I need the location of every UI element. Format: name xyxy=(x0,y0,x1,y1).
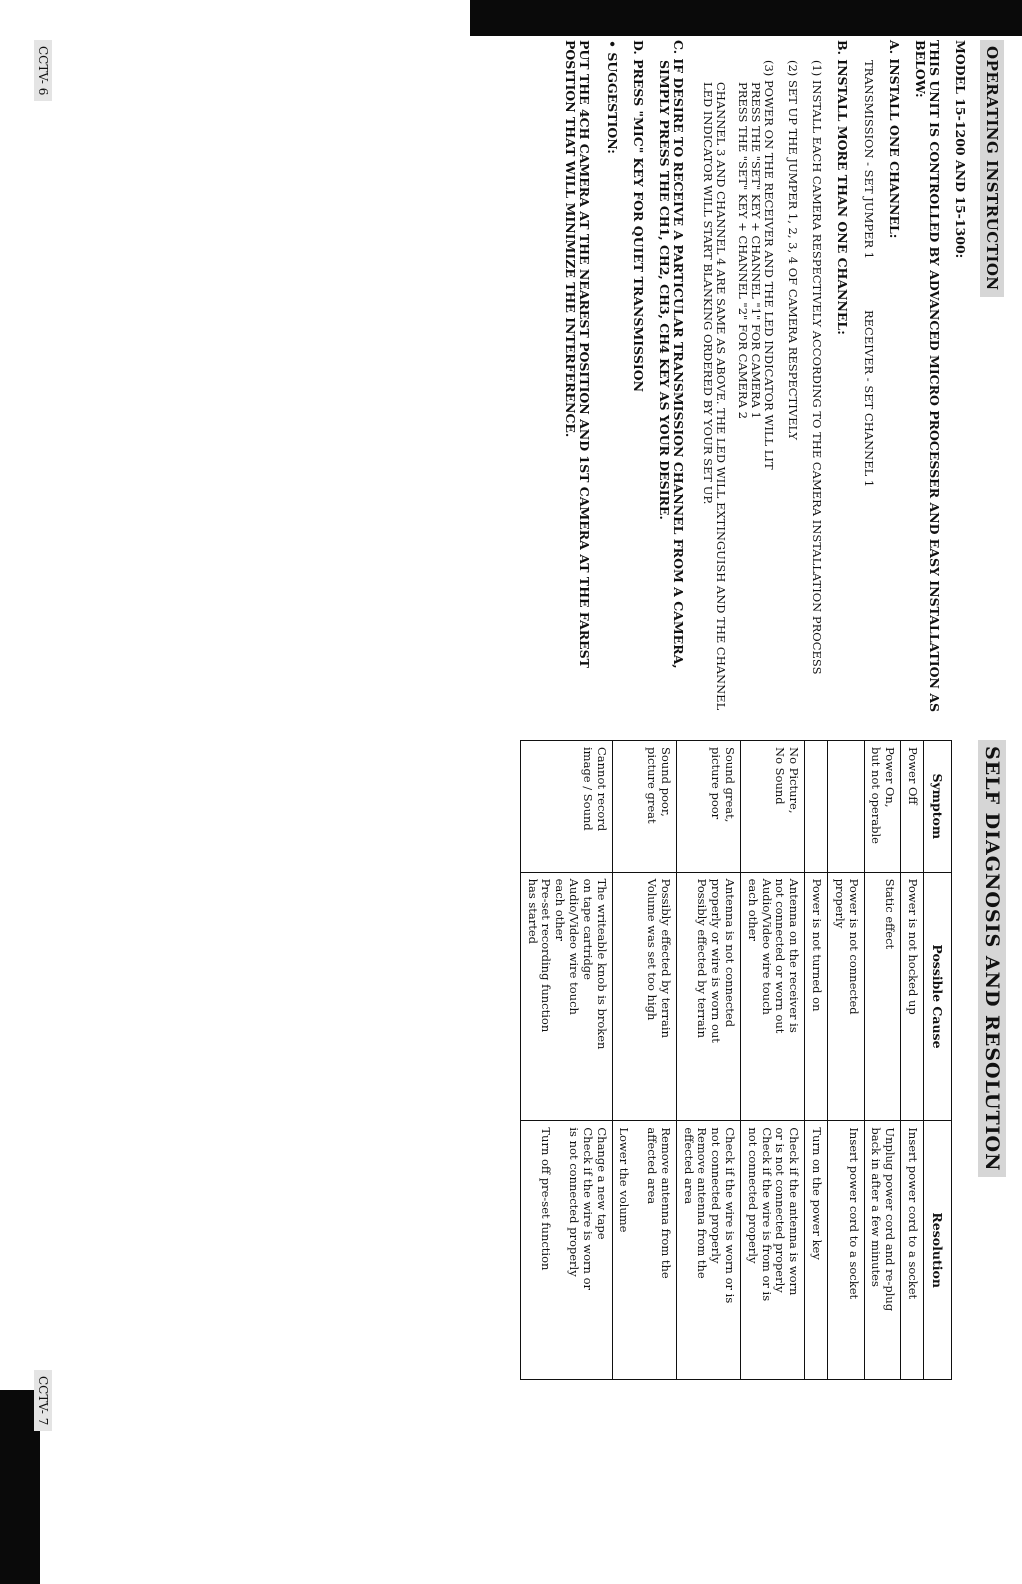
table-header-row xyxy=(924,741,952,1380)
resolution-text: effected area xyxy=(681,1127,696,1205)
resolution-text: Check if the wire is worn or xyxy=(580,1127,595,1290)
table-row xyxy=(864,741,901,1380)
section-b-step-1: (1) INSTALL EACH CAMERA RESPECTIVELY ACCORDING TO THE CAMERA INSTALLATION PROCESS xyxy=(810,60,824,675)
section-d: D. PRESS "MIC" KEY FOR QUIET TRANSMISSION xyxy=(631,40,646,393)
section-a-title: A. INSTALL ONE CHANNEL: xyxy=(887,40,902,239)
resolution-text: Check if the wire is worn or is xyxy=(723,1127,738,1304)
cause-text: has started xyxy=(525,878,540,945)
resolution-text: Remove antenna from the xyxy=(658,1127,673,1279)
cause-text: Power is not connected xyxy=(846,878,861,1015)
symptom-text: picture great xyxy=(645,747,660,824)
cell-symptom xyxy=(805,741,828,873)
resolution-text xyxy=(552,1127,566,1373)
resolution-text: Insert power cord to a socket xyxy=(906,1127,920,1300)
intro-line-1: THIS UNIT IS CONTROLLED BY ADVANCED MICRO PROCESSER AND EASY INSTALLATION AS xyxy=(927,40,942,713)
column-header-cause: Possible Cause xyxy=(924,872,952,1121)
cause-text: Audio/Video wire touch xyxy=(567,878,582,1015)
cell-resolution xyxy=(520,1121,612,1380)
symptom-text: No Sound xyxy=(773,747,788,805)
section-a-receiver: RECEIVER - SET CHANNEL 1 xyxy=(862,310,876,488)
symptom-text: picture poor xyxy=(709,747,724,820)
cell-resolution xyxy=(612,1121,676,1380)
cause-text: Possibly effected by terrain xyxy=(695,878,710,1038)
cell-resolution xyxy=(828,1121,865,1380)
cell-symptom xyxy=(676,741,740,873)
cell-symptom xyxy=(901,741,924,873)
cell-cause xyxy=(805,872,828,1121)
table-row xyxy=(901,741,924,1380)
table-row xyxy=(676,741,740,1380)
cell-cause xyxy=(901,872,924,1121)
symptom-text: image / Sound xyxy=(580,747,595,831)
resolution-text: or is not connected properly xyxy=(773,1127,788,1293)
section-c-line-1: C. IF DESIRE TO RECEIVE A PARTICULAR TRANSMISSION CHANNEL FROM A CAMERA, xyxy=(671,40,686,669)
cause-text: Antenna is not connected xyxy=(723,878,738,1028)
cause-text: properly xyxy=(832,878,847,929)
intro-line-2: BELOW: xyxy=(913,40,928,98)
cell-cause xyxy=(520,872,612,1121)
resolution-text: Check if the wire is from or is xyxy=(759,1127,774,1302)
resolution-text: not connected properly xyxy=(709,1127,724,1264)
table-row xyxy=(828,741,865,1380)
symptom-text xyxy=(846,747,860,866)
cell-resolution xyxy=(864,1121,901,1380)
operating-instruction-heading: OPERATING INSTRUCTION xyxy=(980,40,1004,297)
cell-resolution xyxy=(805,1121,828,1380)
cell-symptom xyxy=(741,741,805,873)
resolution-text: affected area xyxy=(645,1127,660,1205)
table-row xyxy=(612,741,676,1380)
diagnosis-table xyxy=(520,740,952,1380)
cell-symptom xyxy=(828,741,865,873)
self-diagnosis-heading: SELF DIAGNOSIS AND RESOLUTION xyxy=(978,740,1006,1177)
symptom-text: Sound great, xyxy=(723,747,738,823)
column-header-symptom: Symptom xyxy=(924,741,952,873)
table-row xyxy=(520,741,612,1380)
section-b-step-3-line-3: PRESS THE "SET" KEY + CHANNEL "2" FOR CAMERA 2 xyxy=(736,82,750,419)
section-b-note-line-1: CHANNEL 3 AND CHANNEL 4 ARE SAME AS ABOVE. THE LED WILL EXTINGUISH AND THE CHANNEL xyxy=(714,82,728,711)
cell-symptom xyxy=(864,741,901,873)
cell-cause xyxy=(864,872,901,1121)
symptom-text: Cannot record xyxy=(594,747,609,832)
model-line: MODEL 15-1200 AND 15-1300: xyxy=(953,40,968,259)
symptom-text xyxy=(809,747,823,866)
cell-cause xyxy=(676,872,740,1121)
section-b-step-3-line-1: (3) POWER ON THE RECEIVER AND THE LED INDICATOR WILL LIT xyxy=(762,60,776,470)
section-b-step-3-line-2: PRESS THE "SET" KEY + CHANNEL "1" FOR CAMERA 1 xyxy=(749,82,763,419)
page-number-right: CCTV- 7 xyxy=(34,1370,52,1431)
cause-text: not connected or worn out xyxy=(773,878,788,1034)
cause-text: Power is not hocked up xyxy=(906,878,920,1015)
cause-text: each other xyxy=(553,878,568,941)
symptom-text: but not operable xyxy=(869,747,884,844)
suggestion-line-2: POSITION THAT WILL MINIMIZE THE INTERFERENCE. xyxy=(563,40,578,438)
symptom-text: Power On, xyxy=(883,747,898,808)
section-b-title: B. INSTALL MORE THAN ONE CHANNEL: xyxy=(835,40,850,335)
cause-text: each other xyxy=(745,878,760,941)
cell-resolution xyxy=(676,1121,740,1380)
cause-text: Audio/Video wire touch xyxy=(759,878,774,1015)
resolution-text: Change a new tape xyxy=(594,1127,609,1240)
column-header-resolution: Resolution xyxy=(924,1121,952,1380)
cell-cause xyxy=(741,872,805,1121)
resolution-text: Turn on the power key xyxy=(810,1127,825,1260)
cause-text: properly or wire is worn out xyxy=(709,878,724,1043)
suggestion-title: • SUGGESTION: xyxy=(605,40,620,154)
cell-cause xyxy=(612,872,676,1121)
resolution-text: not connected properly xyxy=(745,1127,760,1264)
table-row xyxy=(741,741,805,1380)
resolution-text: Turn off pre-set function xyxy=(539,1127,554,1271)
resolution-text: Check if the antenna is worn xyxy=(787,1127,802,1296)
section-b-step-2: (2) SET UP THE JUMPER 1, 2, 3, 4 OF CAMERA RESPECTIVELY xyxy=(786,60,800,440)
cause-text: Possibly effected by terrain xyxy=(658,878,673,1038)
resolution-text: Insert power cord to a socket xyxy=(846,1127,861,1300)
table-body xyxy=(520,741,923,1380)
page-number-left: CCTV- 6 xyxy=(34,40,52,101)
cause-text: Antenna on the receiver is xyxy=(787,878,802,1033)
operating-instruction-page xyxy=(22,40,1012,713)
section-c-line-2: SIMPLY PRESS THE CH1, CH2, CH3, CH4 KEY AS YOUR DESIRE. xyxy=(657,60,672,520)
resolution-text: Remove antenna from the xyxy=(695,1127,710,1279)
section-a-transmission: TRANSMISSION - SET JUMPER 1 xyxy=(862,60,876,260)
cause-text: Pre-set recording function xyxy=(539,878,554,1033)
cell-cause xyxy=(828,872,865,1121)
symptom-text: No Picture, xyxy=(787,747,802,814)
section-b-note-line-2: LED INDICATOR WILL START BLANKING ORDERED BY YOUR SET UP. xyxy=(701,82,715,505)
cell-resolution xyxy=(901,1121,924,1380)
cause-text: on tape cartridge xyxy=(580,878,595,980)
symptom-text: Sound poor, xyxy=(658,747,673,817)
cause-text: Static effect xyxy=(883,878,898,950)
table-row xyxy=(805,741,828,1380)
cell-symptom xyxy=(520,741,612,873)
cause-text: The writeable knob is broken xyxy=(594,878,609,1050)
resolution-text: Lower the volume xyxy=(617,1127,632,1233)
symptom-text: Power Off xyxy=(906,747,920,805)
resolution-text: is not connected properly xyxy=(567,1127,582,1277)
resolution-text xyxy=(630,1127,644,1373)
suggestion-line-1: PUT THE 4CH CAMERA AT THE NEAREST POSITION AND 1ST CAMERA AT THE FAREST xyxy=(577,40,592,668)
resolution-text: Unplug power cord and re-plug xyxy=(883,1127,898,1312)
cell-symptom xyxy=(612,741,676,873)
cell-resolution xyxy=(741,1121,805,1380)
cause-text: Power is not turned on xyxy=(810,878,825,1012)
cause-text: Volume was set too high xyxy=(645,878,660,1021)
resolution-text: back in after a few minutes xyxy=(869,1127,884,1287)
self-diagnosis-page xyxy=(22,740,1012,1480)
